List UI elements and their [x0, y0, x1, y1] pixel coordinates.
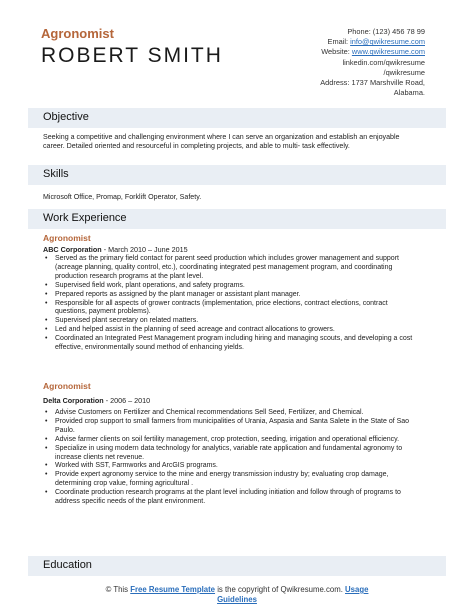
job-2-company: Delta Corporation [43, 396, 104, 405]
job-2-dates: - 2006 – 2010 [103, 396, 151, 405]
list-item: • Led and helped assist in the planning of seed acreage and contract allocations to growers. [43, 326, 421, 335]
list-item: • Advise farmer clients on soil fertility management, crop protection, seeding, irrigation and operational efficiency. [43, 436, 421, 445]
address-line-1: Address: 1737 Marshville Road, [320, 78, 425, 88]
list-item: • Coordinated an Integrated Pest Management program including hiring and managing scouts, and developing a cost effective, environmentally sound method of enhancing yields. [43, 335, 421, 353]
experience-heading: Work Experience [43, 212, 127, 224]
list-item: • Supervised plant secretary on related matters. [43, 317, 421, 326]
linkedin-line-1: linkedin.com/qwikresume [342, 57, 425, 67]
education-heading: Education [43, 559, 92, 571]
job-1-dates: - March 2010 – June 2015 [101, 245, 188, 254]
linkedin-line-2: /qwikresume [383, 67, 425, 77]
list-item: • Coordinate production research programs at the plant level including initiation and follow through of programs to address specific needs of the plant environment. [43, 489, 421, 507]
job-1-duties [43, 255, 421, 353]
usage-guidelines-link-cont[interactable]: Guidelines [217, 595, 257, 604]
skills-heading: Skills [43, 168, 69, 180]
free-resume-template-link[interactable]: Free Resume Template [130, 585, 216, 594]
objective-heading: Objective [43, 111, 89, 123]
list-item: • Served as the primary field contact for parent seed production which includes grower management and support (acreage planning, quality control, etc.), coordinating integrated pest management program, and coordinating production research programs at the plant level. [43, 255, 421, 282]
website-label: Website: [321, 47, 352, 57]
email-link[interactable]: info@qwikresume.com [350, 37, 425, 47]
objective-text: Seeking a competitive and challenging environment where I can serve an organization and establish an enjoyable career. Detailed oriented and resourceful in completing projects, and able to multi- task effectively. [43, 133, 400, 151]
email-label: Email: [327, 37, 351, 47]
candidate-name: ROBERT SMITH [41, 44, 223, 67]
list-item: • Provided crop support to small farmers from municipalities of Urania, Aspasia and Santa Salete in the State of Sao Paulo. [43, 418, 421, 436]
job-2-company-line [43, 396, 150, 405]
experience-section-header [28, 209, 446, 229]
address-line-2: Alabama. [393, 88, 425, 98]
skills-section-header [28, 165, 446, 185]
list-item: • Specialize in using modern data technology for analytics, variable rate application and fundamental agronomy to increase clients net revenue. [43, 445, 421, 463]
email-line [205, 37, 425, 47]
job-1-role: Agronomist [43, 233, 91, 243]
list-item: • Supervised field work, plant operations, and safety programs. [43, 282, 421, 291]
job-title: Agronomist [41, 26, 114, 41]
list-item: • Responsible for all aspects of grower contracts (implementation, price elections, contract elections, contract questions, payment problems). [43, 300, 421, 318]
copyright-footer [28, 585, 446, 605]
website-line [205, 47, 425, 57]
skills-text: Microsoft Office, Promap, Forklift Operator, Safety. [43, 193, 202, 201]
list-item: • Prepared reports as assigned by the plant manager or assistant plant manager. [43, 291, 421, 300]
list-item: • Worked with SST, Farmworks and ArcGIS programs. [43, 462, 421, 471]
list-item: • Advise Customers on Fertilizer and Chemical recommendations Sell Seed, Fertilizer, and Chemical. [43, 409, 421, 418]
phone: Phone: (123) 456 78 99 [347, 27, 425, 36]
footer-middle: is the copyright of Qwikresume.com. [215, 585, 346, 594]
usage-guidelines-link[interactable]: Usage [345, 585, 369, 594]
objective-section-header [28, 108, 446, 128]
job-1-company-line [43, 245, 188, 254]
contact-block [205, 27, 425, 98]
list-item: • Provide expert agronomy service to the mine and energy transmission industry by; evaluating crop damage, determining crop value, forming agricultural . [43, 471, 421, 489]
website-link[interactable]: www.qwikresume.com [351, 47, 425, 57]
job-2-duties [43, 409, 421, 507]
footer-prefix: © This [105, 585, 131, 594]
job-1-company: ABC Corporation [43, 245, 102, 254]
job-2-role: Agronomist [43, 381, 91, 391]
education-section-header [28, 556, 446, 576]
